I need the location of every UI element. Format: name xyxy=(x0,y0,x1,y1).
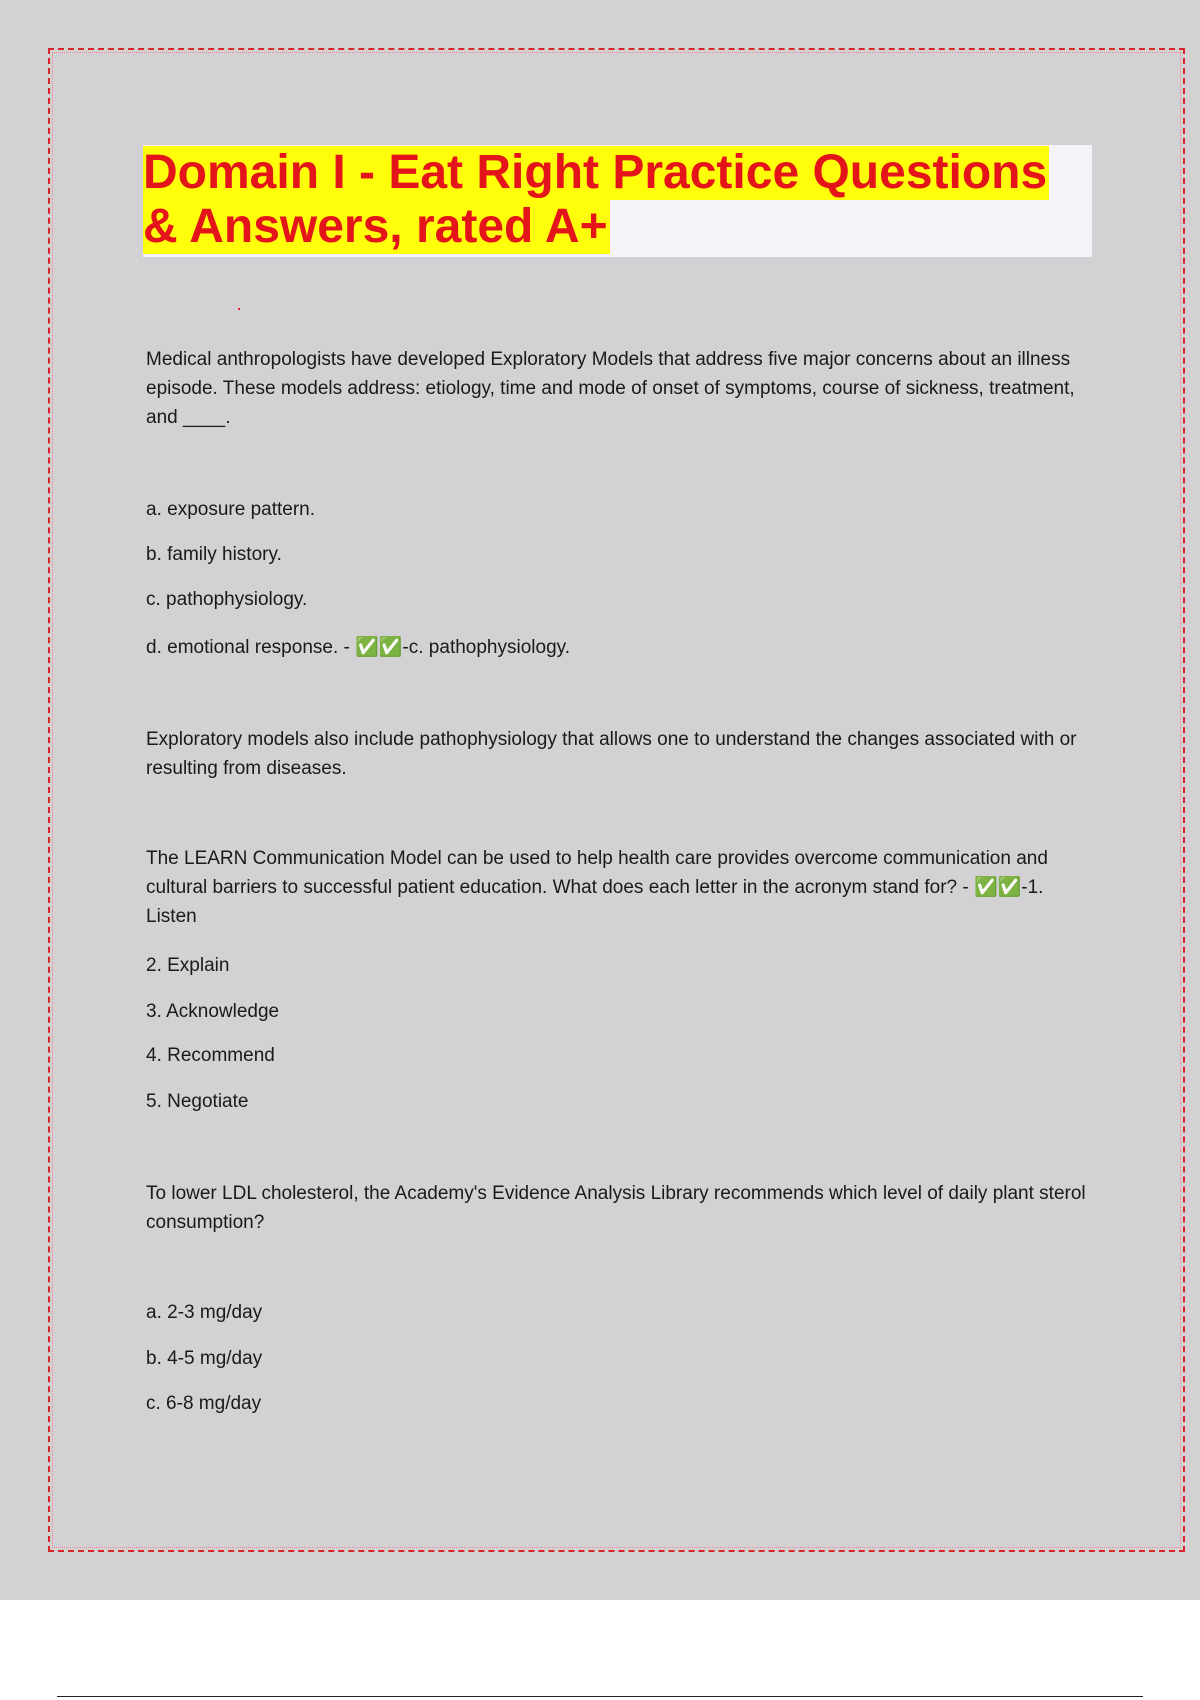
question-3-text: To lower LDL cholesterol, the Academy's Evidence Analysis Library recommends which level of daily plant sterol consumption? xyxy=(146,1183,1086,1233)
question-2-item-3: 3. Acknowledge xyxy=(146,1001,280,1022)
question-2-text: The LEARN Communication Model can be used to help health care provides overcome communication and cultural barriers to successful patient education. What does each letter in the acronym stand for? - ✅✅-1. Listen xyxy=(146,848,1048,927)
question-1-text: Medical anthropologists have developed Exploratory Models that address five major concerns about an illness episode. These models address: etiology, time and mode of onset of symptoms, course of sickness, treatment, and ____. xyxy=(146,349,1075,428)
question-2-item-2: 2. Explain xyxy=(146,955,230,976)
question-3-option-a: a. 2-3 mg/day xyxy=(146,1302,263,1323)
question-1-option-d-answer: d. emotional response. - ✅✅-c. pathophysiology. xyxy=(146,637,571,658)
question-1-option-c: c. pathophysiology. xyxy=(146,589,308,610)
question-3-option-c: c. 6-8 mg/day xyxy=(146,1393,262,1414)
question-1-option-a: a. exposure pattern. xyxy=(146,499,315,520)
title-line-2: & Answers, rated A+ xyxy=(143,200,608,253)
question-3-option-b: b. 4-5 mg/day xyxy=(146,1348,263,1369)
title-line-1: Domain I - Eat Right Practice Questions xyxy=(143,146,1048,199)
explanation-1: Exploratory models also include pathophysiology that allows one to understand the changes associated with or resulting from diseases. xyxy=(146,729,1077,779)
decorative-dot xyxy=(238,308,240,310)
question-2-item-5: 5. Negotiate xyxy=(146,1091,249,1112)
question-2-item-4: 4. Recommend xyxy=(146,1045,275,1066)
title-block xyxy=(143,145,1092,257)
question-1-option-b: b. family history. xyxy=(146,544,282,565)
footer-rule xyxy=(57,1696,1143,1697)
